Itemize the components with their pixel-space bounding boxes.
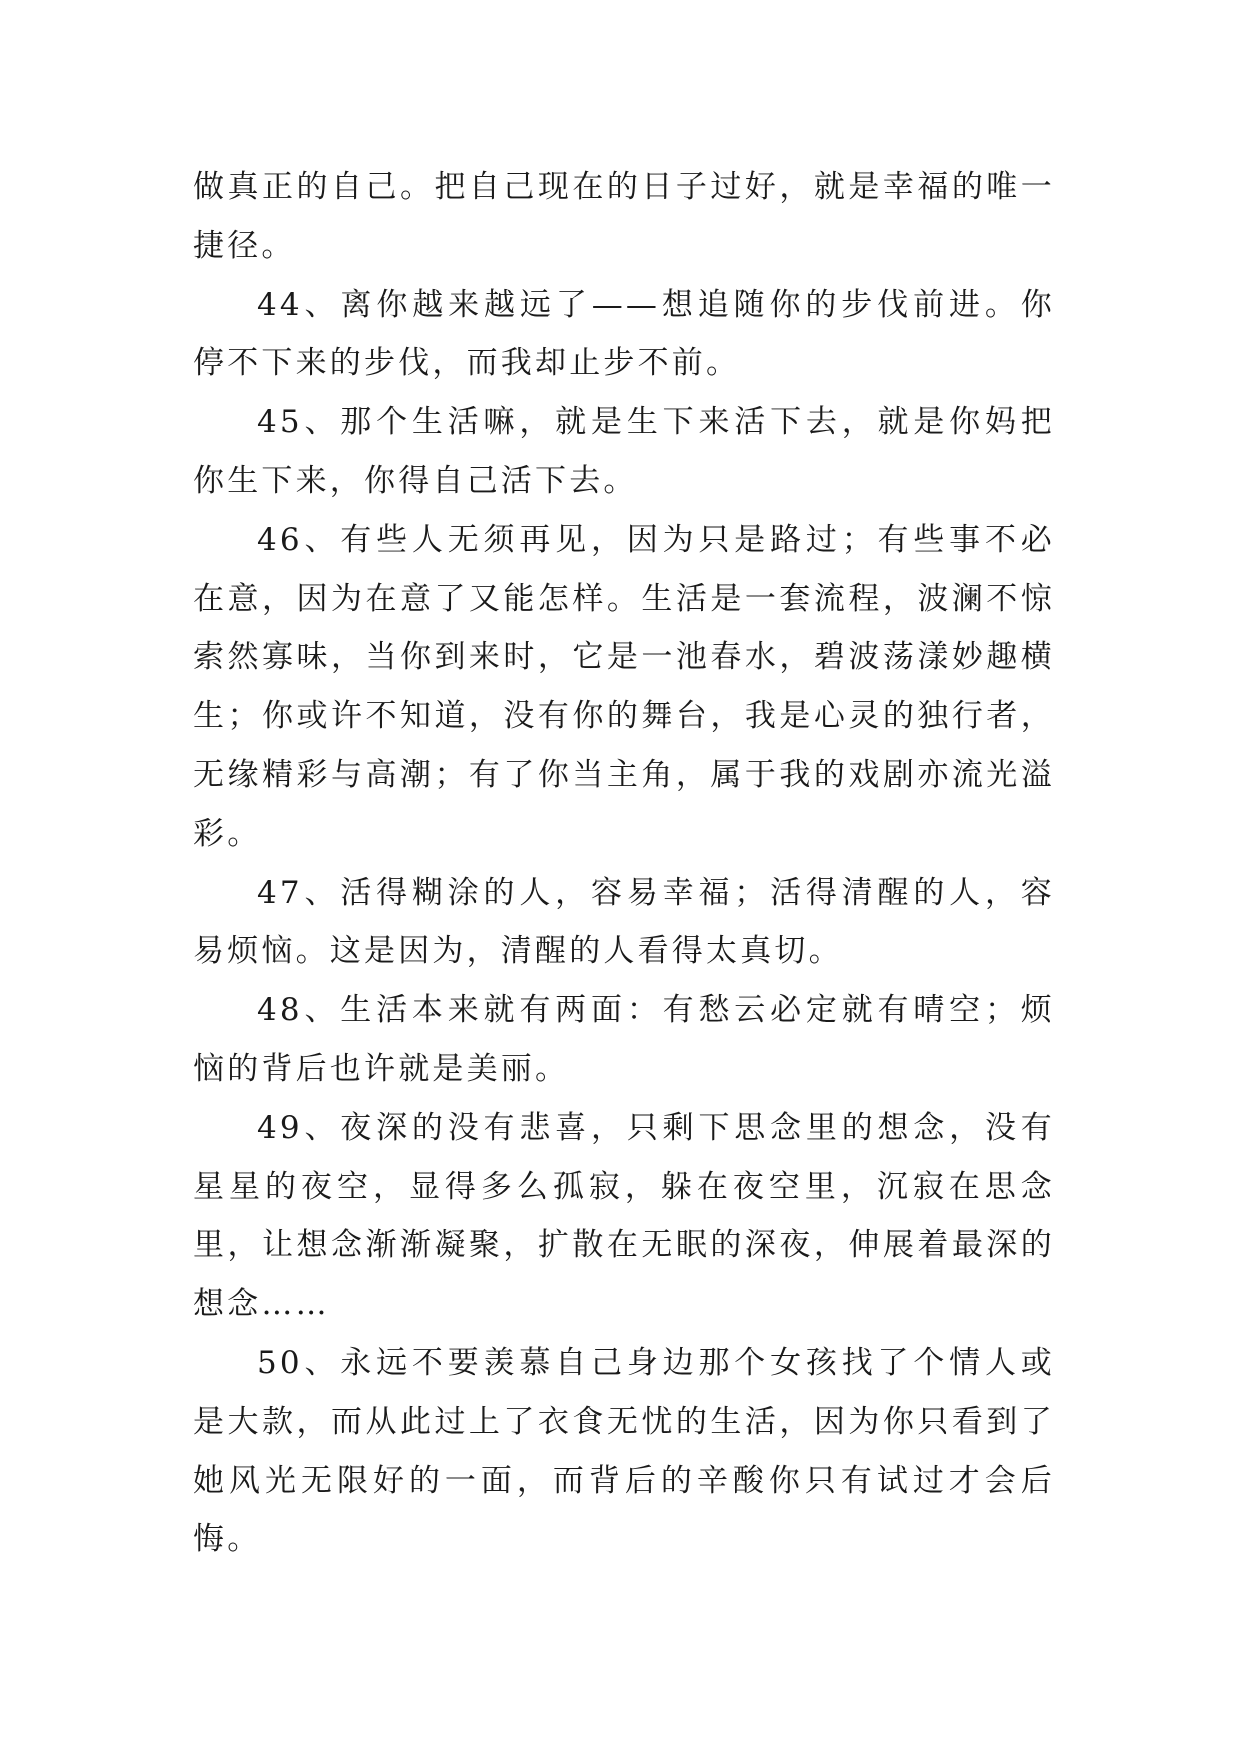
- paragraph-49: 49、夜深的没有悲喜，只剩下思念里的想念，没有星星的夜空，显得多么孤寂，躲在夜空里，沉寂在思念里，让想念渐渐凝聚，扩散在无眠的深夜，伸展着最深的想念……: [193, 1109, 1055, 1323]
- paragraph-50: 50、永远不要羡慕自己身边那个女孩找了个情人或是大款，而从此过上了衣食无忧的生活，因为你只看到了她风光无限好的一面，而背后的辛酸你只有试过才会后悔。: [193, 1344, 1055, 1558]
- paragraph-48: 48、生活本来就有两面：有愁云必定就有晴空；烦恼的背后也许就是美丽。: [193, 992, 1055, 1087]
- paragraph-continuation: 做真正的自己。把自己现在的日子过好，就是幸福的唯一捷径。: [193, 169, 1055, 264]
- paragraph-47: 47、活得糊涂的人，容易幸福；活得清醒的人，容易烦恼。这是因为，清醒的人看得太真切。: [193, 874, 1055, 970]
- document-body: [193, 158, 1055, 1569]
- paragraph-46: 46、有些人无须再见，因为只是路过；有些事不必在意，因为在意了又能怎样。生活是一套流程，波澜不惊索然寡味，当你到来时，它是一池春水，碧波荡漾妙趣横生；你或许不知道，没有你的舞台，我是心灵的独行者，无缘精彩与高潮；有了你当主角，属于我的戏剧亦流光溢彩。: [193, 521, 1055, 852]
- paragraph-44: 44、离你越来越远了——想追随你的步伐前进。你停不下来的步伐，而我却止步不前。: [193, 286, 1055, 382]
- paragraph-45: 45、那个生活嘛，就是生下来活下去，就是你妈把你生下来，你得自己活下去。: [193, 404, 1055, 499]
